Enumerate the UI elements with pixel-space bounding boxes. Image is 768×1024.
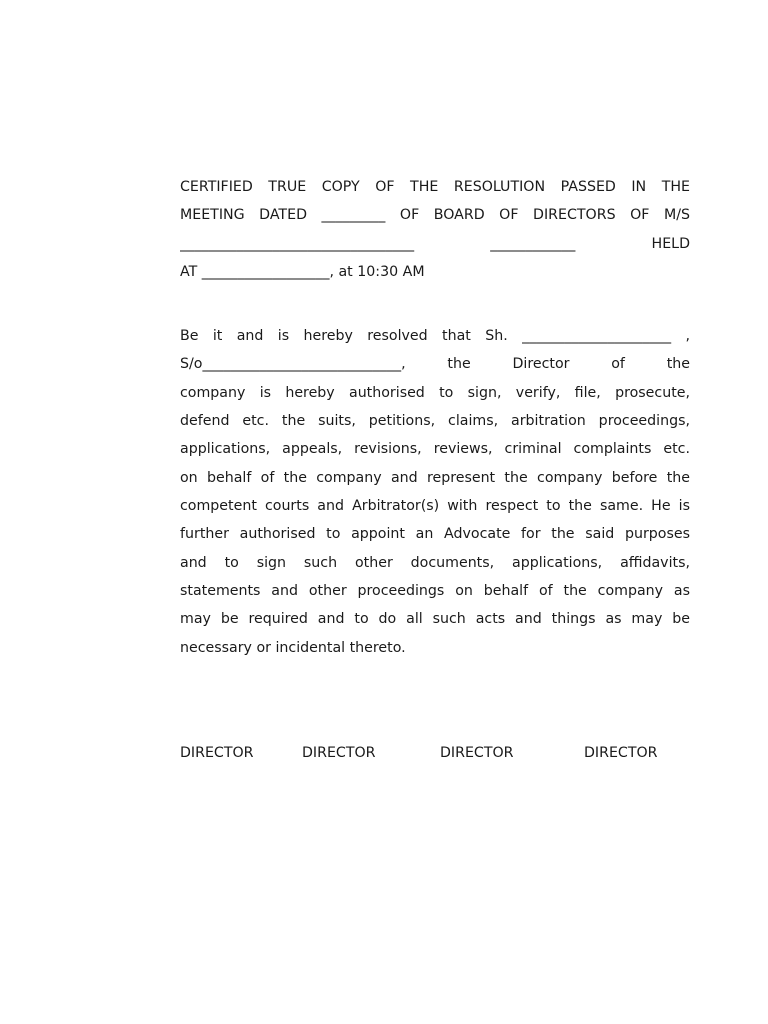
director-signature-label: DIRECTOR <box>302 745 376 761</box>
heading-line: AT __________________, at 10:30 AM <box>180 263 425 280</box>
body-line: company is hereby authorised to sign, verify, file, prosecute, <box>180 384 690 401</box>
director-signature-label: DIRECTOR <box>440 745 514 761</box>
heading-line: CERTIFIED TRUE COPY OF THE RESOLUTION PASSED IN THE <box>180 179 690 195</box>
heading-line: MEETING DATED _________ OF BOARD OF DIRECTORS OF M/S <box>180 207 690 224</box>
heading-line: _________________________________ ____________ HELD <box>180 235 690 252</box>
director-signature-label: DIRECTOR <box>584 745 658 761</box>
body-line: competent courts and Arbitrator(s) with respect to the same. He is <box>180 498 690 515</box>
body-line: S/o____________________________, the Director of the <box>180 356 690 373</box>
body-line: on behalf of the company and represent the company before the <box>180 469 690 486</box>
resolution-heading <box>180 173 690 286</box>
body-line: applications, appeals, revisions, reviews, criminal complaints etc. <box>180 441 690 458</box>
body-line: may be required and to do all such acts and things as may be <box>180 611 690 628</box>
signature-row <box>0 739 768 767</box>
body-line: statements and other proceedings on behalf of the company as <box>180 583 690 600</box>
resolution-body <box>180 322 690 662</box>
body-line: necessary or incidental thereto. <box>180 639 406 656</box>
director-signature-label: DIRECTOR <box>180 745 254 761</box>
body-line: and to sign such other documents, applications, affidavits, <box>180 554 690 571</box>
body-line: defend etc. the suits, petitions, claims, arbitration proceedings, <box>180 413 690 430</box>
body-line: further authorised to appoint an Advocate for the said purposes <box>180 526 690 543</box>
body-line: Be it and is hereby resolved that Sh. _____________________ , <box>180 328 690 344</box>
